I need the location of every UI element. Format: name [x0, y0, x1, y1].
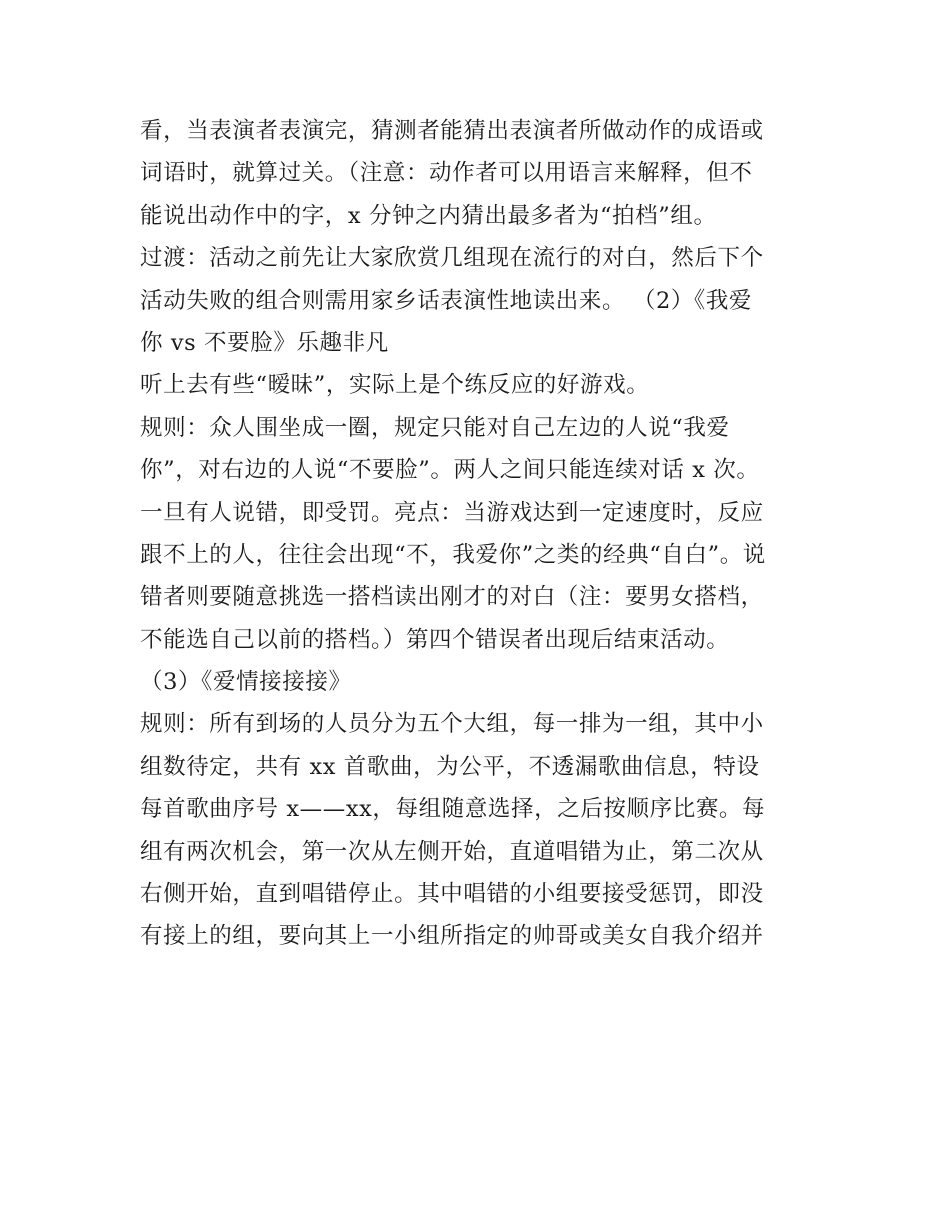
text-line-8: 规则：众人围坐成一圈，规定只能对自己左边的人说“我爱: [140, 414, 730, 441]
text-line-16: 组数待定，共有 xx 首歌曲，为公平，不透漏歌曲信息，特设: [140, 753, 760, 780]
text-line-15: 规则：所有到场的人员分为五个大组，每一排为一组，其中小: [140, 711, 764, 738]
text-line-6: 你 vs 不要脸》乐趣非凡: [140, 329, 389, 356]
text-line-9: 你”，对右边的人说“不要脸”。两人之间只能连续对话 x 次。: [140, 457, 760, 484]
text-line-5: 活动失败的组合则需用家乡话表演性地读出来。 （2）《我爱: [140, 287, 753, 314]
text-line-3: 能说出动作中的字，x 分钟之内猜出最多者为“拍档”组。: [140, 202, 717, 229]
text-line-7: 听上去有些“暧昧”，实际上是个练反应的好游戏。: [140, 372, 650, 399]
text-line-13: 不能选自己以前的搭档。）第四个错误者出现后结束活动。: [140, 626, 730, 653]
text-line-12: 错者则要随意挑选一搭档读出刚才的对白（注：要男女搭档，: [140, 584, 764, 611]
text-line-19: 右侧开始，直到唱错停止。其中唱错的小组要接受惩罚，即没: [140, 881, 764, 908]
text-line-2: 词语时，就算过关。（注意：动作者可以用语言来解释，但不: [140, 160, 753, 187]
text-line-10: 一旦有人说错，即受罚。亮点：当游戏达到一定速度时，反应: [140, 499, 764, 526]
text-line-4: 过渡：活动之前先让大家欣赏几组现在流行的对白，然后下个: [140, 245, 764, 272]
text-line-18: 组有两次机会，第一次从左侧开始，直道唱错为止，第二次从: [140, 838, 764, 865]
body-text: [140, 110, 830, 958]
text-line-14: （3）《爱情接接接》: [140, 669, 352, 696]
text-line-11: 跟不上的人，往往会出现“不，我爱你”之类的经典“自白”。说: [140, 541, 766, 568]
text-line-20: 有接上的组，要向其上一小组所指定的帅哥或美女自我介绍并: [140, 923, 764, 950]
text-line-17: 每首歌曲序号 x——xx，每组随意选择，之后按顺序比赛。每: [140, 796, 766, 823]
text-line-1: 看，当表演者表演完，猜测者能猜出表演者所做动作的成语或: [140, 118, 764, 144]
